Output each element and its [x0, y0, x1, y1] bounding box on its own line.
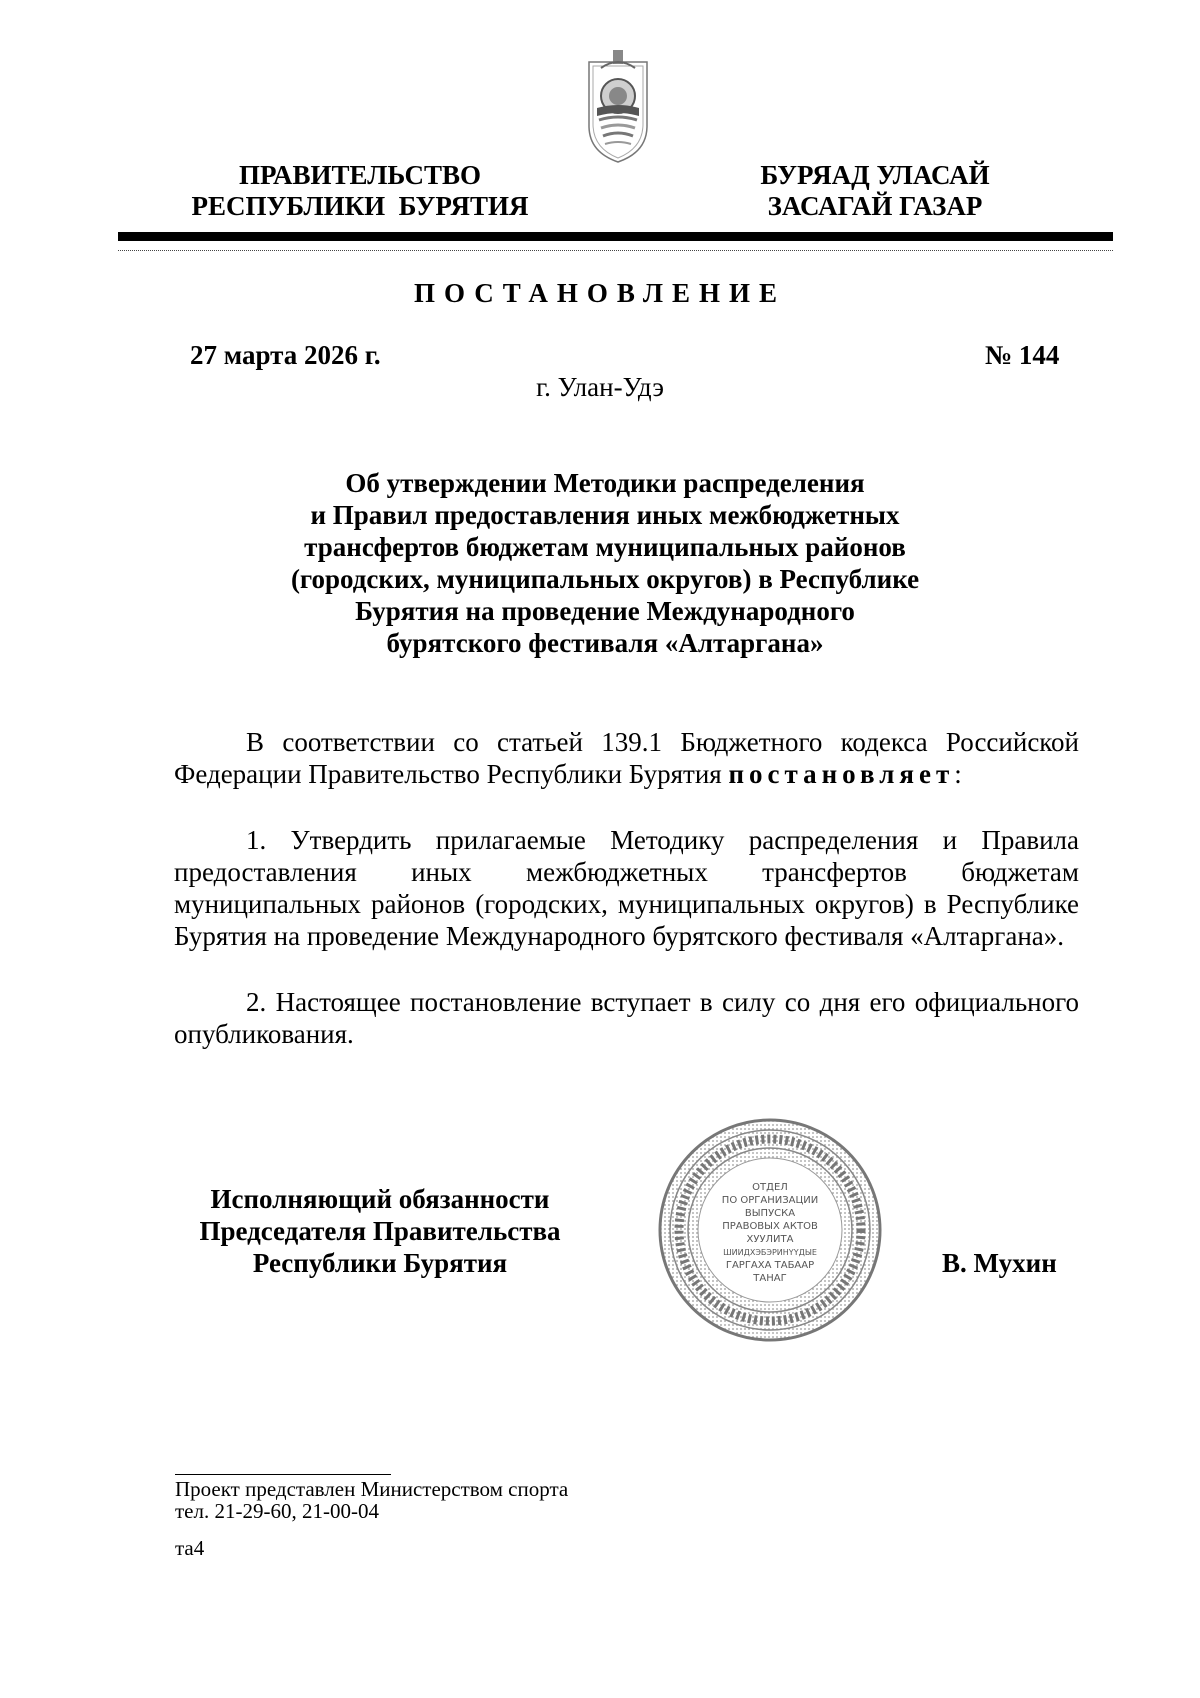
seal-line: ТАНАГ	[753, 1273, 787, 1284]
footnote	[175, 1478, 568, 1522]
legal-basis-end: :	[954, 759, 962, 789]
document-number: № 144	[985, 340, 1060, 370]
legal-basis-paragraph	[174, 726, 1079, 790]
document-type: ПОСТАНОВЛЕНИЕ	[413, 278, 787, 308]
header-thick-rule	[118, 232, 1113, 241]
seal-line: ГАРГАХА ТАБААР	[725, 1260, 815, 1271]
seal-line: ПРАВОВЫХ АКТОВ	[722, 1221, 818, 1232]
seal-line: ВЫПУСКА	[744, 1208, 796, 1219]
seal-line: ОТДЕЛ	[752, 1182, 788, 1193]
government-name-buryat	[745, 160, 1005, 222]
item-1-paragraph: 1. Утвердить прилагаемые Методику распределения и Правила предоставления иных межбюджетных трансфертов бюджетам муниципальных районов (городских, муниципальных округов) в Республике Бурятия на проведение Международного бурятского фестиваля «Алтаргана».	[174, 825, 1079, 951]
item-2-paragraph: 2. Настоящее постановление вступает в силу со дня его официального опубликования.	[174, 987, 1079, 1049]
document-title	[250, 467, 960, 659]
coat-of-arms-icon	[583, 48, 653, 166]
title-line: Бурятия на проведение Международного	[355, 596, 855, 626]
government-name-line-2: РЕСПУБЛИКИ БУРЯТИЯ	[191, 191, 529, 221]
document-code: та4	[175, 1536, 205, 1560]
round-official-seal-icon	[655, 1115, 885, 1345]
signer-position-line-2: Председателя Правительства	[199, 1216, 561, 1246]
seal-line: ПО ОРГАНИЗАЦИИ	[721, 1195, 819, 1206]
title-line: трансфертов бюджетам муниципальных районов	[304, 532, 906, 562]
footnote-line-1: Проект представлен Министерством спорта	[175, 1477, 569, 1501]
document-city: г. Улан-Удэ	[536, 372, 664, 402]
header-thin-rule	[118, 250, 1113, 251]
resolves-verb: постановляет	[728, 759, 955, 789]
signer-name: В. Мухин	[942, 1248, 1057, 1278]
government-name-line-1: ПРАВИТЕЛЬСТВО	[238, 160, 482, 190]
government-name-russian	[160, 160, 560, 222]
government-name-buryat-line-1: БУРЯАД УЛАСАЙ	[760, 160, 990, 190]
footnote-line-2: тел. 21-29-60, 21-00-04	[175, 1499, 379, 1523]
signer-position-line-1: Исполняющий обязанности	[210, 1184, 550, 1214]
signer-position-line-3: Республики Бурятия	[252, 1248, 508, 1278]
government-name-buryat-line-2: ЗАСАГАЙ ГАЗАР	[767, 191, 983, 221]
title-line: бурятского фестиваля «Алтаргана»	[386, 628, 824, 658]
title-line: и Правил предоставления иных межбюджетных	[310, 500, 900, 530]
document-date: 27 марта 2026 г.	[190, 340, 381, 370]
signer-position	[180, 1183, 580, 1279]
seal-line: ШИИДХЭБЭРИНҮҮДЫЕ	[723, 1248, 817, 1257]
title-line: (городских, муниципальных округов) в Республике	[290, 564, 920, 594]
footnote-rule	[175, 1474, 391, 1475]
legal-basis-text: В соответствии со статьей 139.1 Бюджетного кодекса Российской Федерации Правительство Республики Бурятия	[174, 727, 1079, 789]
seal-line: ХУУЛИТА	[746, 1234, 794, 1245]
title-line: Об утверждении Методики распределения	[345, 468, 865, 498]
